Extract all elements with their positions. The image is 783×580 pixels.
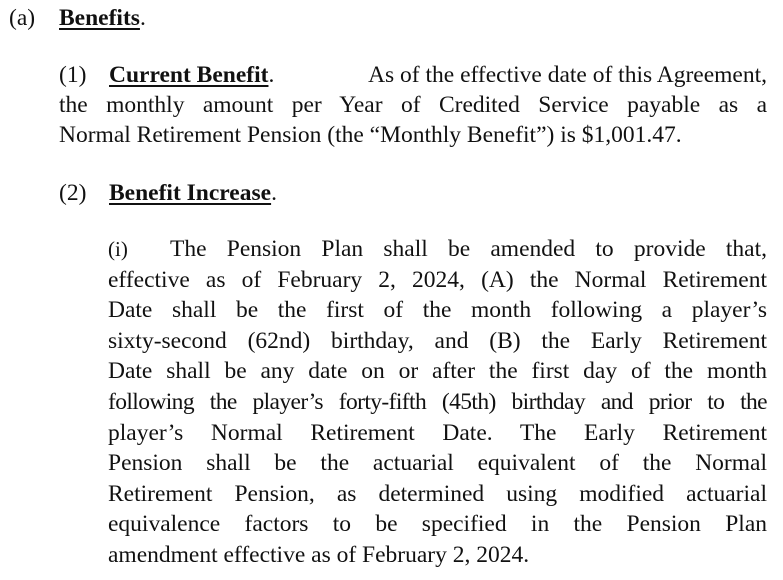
section-1-heading-period: . xyxy=(268,62,275,88)
section-2-heading: Benefit Increase xyxy=(109,180,272,206)
section-i-text-line-1: The Pension Plan shall be amended to provide that, xyxy=(170,236,767,262)
section-i-line-1 xyxy=(108,234,767,265)
section-a-marker: (a) xyxy=(9,5,36,31)
section-1-text-line-2: the monthly amount per Year of Credited Service payable as a xyxy=(59,92,767,118)
section-i-line-9: Retirement Pension, as determined using modified actuarial xyxy=(108,480,767,507)
section-2-heading-line xyxy=(59,178,277,208)
section-1-heading: Current Benefit xyxy=(109,62,269,88)
section-i-paragraph xyxy=(108,234,767,571)
section-2-marker: (2) xyxy=(59,180,87,206)
section-i-lead xyxy=(108,234,170,265)
section-i-line-3: Date shall be the first of the month following a player’s xyxy=(108,297,767,324)
section-1-lead xyxy=(59,60,274,90)
section-2-heading-period: . xyxy=(271,180,277,206)
section-1-first-line xyxy=(59,60,767,90)
section-i-line-6: following the player’s forty-fifth (45th) birthday and prior to the xyxy=(108,388,767,415)
section-i-line-10: equivalence factors to be specified in the Pension Plan xyxy=(108,511,767,538)
section-1-marker: (1) xyxy=(59,62,87,88)
section-i-line-2: effective as of February 2, 2024, (A) the Normal Retirement xyxy=(108,266,767,293)
section-i-line-7: player’s Normal Retirement Date. The Early Retirement xyxy=(108,419,767,446)
section-i-marker: (i) xyxy=(108,237,128,261)
section-1-text-line-3: Normal Retirement Pension (the “Monthly Benefit”) is $1,001.47. xyxy=(59,122,682,148)
section-i-line-11: amendment effective as of February 2, 2024. xyxy=(108,541,530,568)
section-a-heading-period: . xyxy=(139,5,146,31)
section-i-line-8: Pension shall be the actuarial equivalent of the Normal xyxy=(108,450,767,477)
section-i-line-5: Date shall be any date on or after the first day of the month xyxy=(108,358,767,385)
section-a-heading-line xyxy=(9,3,146,33)
section-1-text-line-1: As of the effective date of this Agreement, xyxy=(368,62,767,88)
section-i-line-4: sixty-second (62nd) birthday, and (B) the Early Retirement xyxy=(108,327,767,354)
section-a-heading: Benefits xyxy=(59,5,140,31)
